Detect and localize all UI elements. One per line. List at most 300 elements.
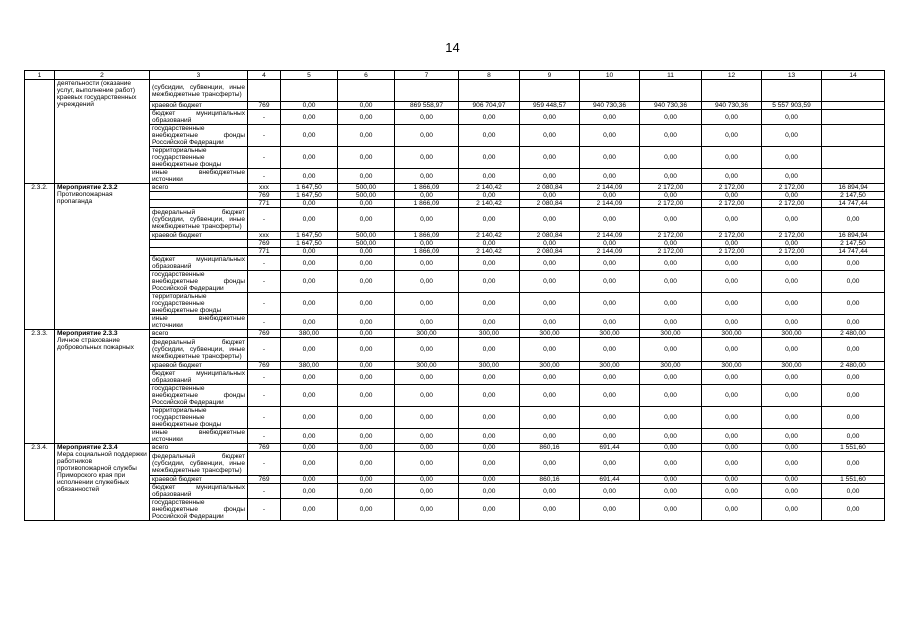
amount-cell: 2 080,84 xyxy=(520,184,580,192)
amount-cell: 0,00 xyxy=(640,476,702,484)
measure-number xyxy=(25,80,55,184)
amount-cell: 0,00 xyxy=(338,125,395,147)
amount-cell: 0,00 xyxy=(702,256,762,271)
amount-cell: 0,00 xyxy=(580,256,640,271)
amount-cell: 0,00 xyxy=(520,484,580,499)
amount-cell: 0,00 xyxy=(459,338,520,362)
amount-cell: 0,00 xyxy=(762,444,822,452)
amount-cell: 906 704,97 xyxy=(459,102,520,110)
amount-cell: 0,00 xyxy=(702,125,762,147)
amount-cell: 0,00 xyxy=(281,338,338,362)
amount-cell xyxy=(580,80,640,102)
amount-cell: 14 747,44 xyxy=(822,200,885,208)
amount-cell: 0,00 xyxy=(762,125,822,147)
amount-cell xyxy=(762,80,822,102)
amount-cell: 0,00 xyxy=(580,271,640,293)
amount-cell: 1 551,60 xyxy=(822,476,885,484)
amount-cell: 0,00 xyxy=(640,338,702,362)
budget-code: 769 xyxy=(248,362,281,370)
funding-source: территориальные государственные внебюджетные фонды xyxy=(150,147,248,169)
budget-code: - xyxy=(248,452,281,476)
amount-cell: 0,00 xyxy=(762,256,822,271)
measure-name xyxy=(55,80,150,184)
amount-cell: 0,00 xyxy=(281,476,338,484)
amount-cell: 0,00 xyxy=(762,192,822,200)
funding-source: бюджет муниципальных образований xyxy=(150,110,248,125)
funding-source: иные внебюджетные источники xyxy=(150,429,248,444)
amount-cell: 0,00 xyxy=(762,370,822,385)
amount-cell: 0,00 xyxy=(520,192,580,200)
amount-cell: 0,00 xyxy=(520,429,580,444)
amount-cell: 0,00 xyxy=(338,385,395,407)
amount-cell: 2 140,42 xyxy=(459,232,520,240)
amount-cell: 1 866,09 xyxy=(395,200,459,208)
amount-cell: 0,00 xyxy=(459,452,520,476)
table-row xyxy=(25,208,885,232)
amount-cell: 0,00 xyxy=(338,330,395,338)
amount-cell: 0,00 xyxy=(702,476,762,484)
amount-cell: 0,00 xyxy=(762,110,822,125)
budget-code: - xyxy=(248,271,281,293)
amount-cell: 1 647,50 xyxy=(281,232,338,240)
amount-cell: 0,00 xyxy=(281,147,338,169)
funding-source: государственные внебюджетные фонды Российской Федерации xyxy=(150,271,248,293)
budget-code: 771 xyxy=(248,200,281,208)
amount-cell: 0,00 xyxy=(762,385,822,407)
amount-cell: 2 172,00 xyxy=(702,200,762,208)
amount-cell: 0,00 xyxy=(459,192,520,200)
amount-cell: 2 172,00 xyxy=(702,232,762,240)
amount-cell: 2 172,00 xyxy=(702,248,762,256)
table-row xyxy=(25,315,885,330)
amount-cell: 0,00 xyxy=(822,315,885,330)
amount-cell xyxy=(640,80,702,102)
amount-cell: 0,00 xyxy=(702,169,762,184)
funding-source: территориальные государственные внебюджетные фонды xyxy=(150,407,248,429)
amount-cell: 0,00 xyxy=(395,240,459,248)
funding-source: бюджет муниципальных образований xyxy=(150,370,248,385)
budget-code: 769 xyxy=(248,330,281,338)
amount-cell: 1 866,09 xyxy=(395,184,459,192)
amount-cell: 0,00 xyxy=(640,293,702,315)
amount-cell: 0,00 xyxy=(395,484,459,499)
measure-description: Противопожарная пропаганда xyxy=(57,191,113,205)
amount-cell: 0,00 xyxy=(580,315,640,330)
amount-cell: 0,00 xyxy=(640,407,702,429)
funding-source: государственные внебюджетные фонды Российской Федерации xyxy=(150,499,248,521)
amount-cell: 16 894,94 xyxy=(822,232,885,240)
amount-cell: 0,00 xyxy=(640,240,702,248)
amount-cell: 0,00 xyxy=(520,338,580,362)
measure-title: Мероприятие 2.3.4 xyxy=(57,444,118,451)
amount-cell: 0,00 xyxy=(822,338,885,362)
amount-cell: 0,00 xyxy=(459,407,520,429)
column-header: 11 xyxy=(640,71,702,80)
amount-cell: 0,00 xyxy=(395,293,459,315)
amount-cell xyxy=(338,80,395,102)
amount-cell: 0,00 xyxy=(822,271,885,293)
amount-cell: 0,00 xyxy=(702,110,762,125)
amount-cell: 0,00 xyxy=(702,444,762,452)
amount-cell: 0,00 xyxy=(580,192,640,200)
funding-source: федеральный бюджет (субсидии, субвенции, иные межбюджетные трансферты) xyxy=(150,208,248,232)
amount-cell: 0,00 xyxy=(281,315,338,330)
amount-cell: 0,00 xyxy=(640,110,702,125)
amount-cell: 0,00 xyxy=(580,169,640,184)
budget-code: xxx xyxy=(248,232,281,240)
amount-cell: 0,00 xyxy=(640,125,702,147)
measure-description: Мера социальной поддержки работников противопожарной службы Приморского края при исполнении служебных обязанностей xyxy=(57,451,147,493)
table-row xyxy=(25,256,885,271)
amount-cell: 500,00 xyxy=(338,192,395,200)
funding-source: государственные внебюджетные фонды Российской Федерации xyxy=(150,385,248,407)
amount-cell: 0,00 xyxy=(640,271,702,293)
table-row xyxy=(25,125,885,147)
budget-code: - xyxy=(248,147,281,169)
funding-source xyxy=(150,240,248,248)
amount-cell: 0,00 xyxy=(762,338,822,362)
amount-cell: 0,00 xyxy=(762,407,822,429)
amount-cell: 5 557 903,59 xyxy=(762,102,822,110)
amount-cell: 0,00 xyxy=(520,240,580,248)
amount-cell: 0,00 xyxy=(459,484,520,499)
amount-cell: 0,00 xyxy=(281,499,338,521)
column-header: 7 xyxy=(395,71,459,80)
amount-cell: 940 730,36 xyxy=(702,102,762,110)
amount-cell: 0,00 xyxy=(281,407,338,429)
funding-source: федеральный бюджет (субсидии, субвенции, иные межбюджетные трансферты) xyxy=(150,452,248,476)
measure-description: Личное страхование добровольных пожарных xyxy=(57,337,134,351)
measure-name xyxy=(55,330,150,444)
amount-cell xyxy=(395,80,459,102)
amount-cell: 0,00 xyxy=(520,293,580,315)
amount-cell: 0,00 xyxy=(395,385,459,407)
amount-cell: 0,00 xyxy=(702,192,762,200)
table-row xyxy=(25,484,885,499)
budget-code: - xyxy=(248,208,281,232)
amount-cell: 0,00 xyxy=(281,429,338,444)
amount-cell xyxy=(281,80,338,102)
amount-cell: 0,00 xyxy=(702,315,762,330)
amount-cell: 0,00 xyxy=(281,256,338,271)
amount-cell xyxy=(702,80,762,102)
table-row xyxy=(25,271,885,293)
amount-cell: 0,00 xyxy=(338,499,395,521)
amount-cell: 0,00 xyxy=(520,147,580,169)
amount-cell xyxy=(822,125,885,147)
amount-cell: 0,00 xyxy=(459,315,520,330)
table-row xyxy=(25,499,885,521)
amount-cell: 0,00 xyxy=(395,147,459,169)
amount-cell: 2 144,09 xyxy=(580,200,640,208)
amount-cell: 0,00 xyxy=(338,315,395,330)
funding-source: краевой бюджет xyxy=(150,102,248,110)
amount-cell: 0,00 xyxy=(338,200,395,208)
amount-cell: 0,00 xyxy=(395,271,459,293)
funding-source: территориальные государственные внебюджетные фонды xyxy=(150,293,248,315)
amount-cell: 300,00 xyxy=(395,330,459,338)
amount-cell: 0,00 xyxy=(640,385,702,407)
amount-cell: 0,00 xyxy=(580,370,640,385)
column-header: 9 xyxy=(520,71,580,80)
amount-cell: 0,00 xyxy=(281,452,338,476)
amount-cell: 0,00 xyxy=(395,169,459,184)
amount-cell: 0,00 xyxy=(822,407,885,429)
column-header: 1 xyxy=(25,71,55,80)
amount-cell: 300,00 xyxy=(580,362,640,370)
amount-cell: 2 147,50 xyxy=(822,192,885,200)
amount-cell: 0,00 xyxy=(762,484,822,499)
amount-cell: 2 080,84 xyxy=(520,200,580,208)
amount-cell: 0,00 xyxy=(338,444,395,452)
amount-cell: 0,00 xyxy=(702,407,762,429)
amount-cell: 300,00 xyxy=(640,330,702,338)
measure-number: 2.3.2. xyxy=(25,184,55,330)
amount-cell: 0,00 xyxy=(281,200,338,208)
table-row xyxy=(25,338,885,362)
amount-cell: 0,00 xyxy=(338,271,395,293)
column-header: 13 xyxy=(762,71,822,80)
amount-cell: 0,00 xyxy=(281,271,338,293)
amount-cell: 0,00 xyxy=(762,293,822,315)
amount-cell: 860,16 xyxy=(520,476,580,484)
amount-cell: 0,00 xyxy=(338,147,395,169)
amount-cell: 2 172,00 xyxy=(640,200,702,208)
measure-number: 2.3.3. xyxy=(25,330,55,444)
amount-cell: 0,00 xyxy=(395,429,459,444)
budget-table xyxy=(24,70,885,521)
amount-cell: 0,00 xyxy=(338,248,395,256)
amount-cell: 0,00 xyxy=(640,429,702,444)
amount-cell: 0,00 xyxy=(580,338,640,362)
table-row xyxy=(25,240,885,248)
amount-cell: 0,00 xyxy=(822,293,885,315)
budget-code: 769 xyxy=(248,240,281,248)
amount-cell: 0,00 xyxy=(395,444,459,452)
amount-cell: 0,00 xyxy=(338,484,395,499)
amount-cell: 0,00 xyxy=(640,484,702,499)
amount-cell: 0,00 xyxy=(702,208,762,232)
amount-cell: 0,00 xyxy=(281,102,338,110)
amount-cell: 0,00 xyxy=(459,271,520,293)
amount-cell: 300,00 xyxy=(702,330,762,338)
budget-code: - xyxy=(248,169,281,184)
amount-cell: 2 172,00 xyxy=(762,248,822,256)
amount-cell: 0,00 xyxy=(640,452,702,476)
table-row xyxy=(25,184,885,192)
amount-cell: 0,00 xyxy=(702,484,762,499)
amount-cell: 0,00 xyxy=(640,208,702,232)
amount-cell: 2 480,00 xyxy=(822,330,885,338)
table-body xyxy=(25,71,885,521)
column-header: 14 xyxy=(822,71,885,80)
amount-cell: 0,00 xyxy=(580,484,640,499)
amount-cell: 0,00 xyxy=(395,338,459,362)
amount-cell: 0,00 xyxy=(520,208,580,232)
amount-cell: 2 172,00 xyxy=(762,232,822,240)
amount-cell: 300,00 xyxy=(762,330,822,338)
amount-cell: 0,00 xyxy=(702,240,762,248)
budget-code: 769 xyxy=(248,476,281,484)
amount-cell: 0,00 xyxy=(459,256,520,271)
budget-code: - xyxy=(248,429,281,444)
amount-cell: 0,00 xyxy=(459,429,520,444)
budget-code: - xyxy=(248,110,281,125)
budget-code: - xyxy=(248,315,281,330)
budget-code: - xyxy=(248,293,281,315)
measure-name xyxy=(55,444,150,521)
amount-cell: 380,00 xyxy=(281,362,338,370)
funding-source: всего xyxy=(150,184,248,192)
amount-cell xyxy=(822,169,885,184)
amount-cell: 0,00 xyxy=(580,240,640,248)
amount-cell: 2 172,00 xyxy=(640,248,702,256)
budget-code: - xyxy=(248,499,281,521)
funding-source: бюджет муниципальных образований xyxy=(150,484,248,499)
amount-cell: 0,00 xyxy=(762,429,822,444)
amount-cell: 0,00 xyxy=(338,476,395,484)
amount-cell: 0,00 xyxy=(762,452,822,476)
amount-cell: 0,00 xyxy=(520,110,580,125)
amount-cell: 940 730,36 xyxy=(580,102,640,110)
amount-cell: 2 172,00 xyxy=(702,184,762,192)
amount-cell: 0,00 xyxy=(395,407,459,429)
amount-cell: 0,00 xyxy=(702,338,762,362)
amount-cell: 0,00 xyxy=(459,208,520,232)
amount-cell: 0,00 xyxy=(762,169,822,184)
amount-cell: 0,00 xyxy=(338,110,395,125)
table-row xyxy=(25,476,885,484)
funding-source: иные внебюджетные источники xyxy=(150,315,248,330)
amount-cell: 0,00 xyxy=(281,208,338,232)
table-row xyxy=(25,192,885,200)
amount-cell: 0,00 xyxy=(822,484,885,499)
funding-source xyxy=(150,248,248,256)
amount-cell: 0,00 xyxy=(702,271,762,293)
page-number: 14 xyxy=(445,40,460,55)
amount-cell: 0,00 xyxy=(762,476,822,484)
budget-code: 771 xyxy=(248,248,281,256)
amount-cell: 0,00 xyxy=(459,499,520,521)
amount-cell: 0,00 xyxy=(395,476,459,484)
amount-cell: 1 866,09 xyxy=(395,248,459,256)
table-row xyxy=(25,452,885,476)
amount-cell: 2 080,84 xyxy=(520,248,580,256)
amount-cell: 0,00 xyxy=(762,147,822,169)
amount-cell: 0,00 xyxy=(762,240,822,248)
amount-cell: 0,00 xyxy=(281,125,338,147)
amount-cell: 0,00 xyxy=(702,293,762,315)
amount-cell: 0,00 xyxy=(762,315,822,330)
amount-cell: 0,00 xyxy=(395,499,459,521)
amount-cell: 0,00 xyxy=(640,169,702,184)
amount-cell: 0,00 xyxy=(281,293,338,315)
amount-cell: 0,00 xyxy=(580,125,640,147)
amount-cell: 300,00 xyxy=(520,362,580,370)
column-header: 2 xyxy=(55,71,150,80)
amount-cell: 0,00 xyxy=(338,293,395,315)
amount-cell xyxy=(822,110,885,125)
amount-cell: 0,00 xyxy=(702,499,762,521)
amount-cell: 0,00 xyxy=(580,499,640,521)
amount-cell: 2 172,00 xyxy=(640,232,702,240)
amount-cell: 0,00 xyxy=(338,256,395,271)
amount-cell: 0,00 xyxy=(520,452,580,476)
table-row xyxy=(25,102,885,110)
amount-cell: 500,00 xyxy=(338,184,395,192)
amount-cell: 0,00 xyxy=(395,370,459,385)
budget-code: 769 xyxy=(248,192,281,200)
amount-cell: 0,00 xyxy=(281,370,338,385)
funding-source: краевой бюджет xyxy=(150,232,248,240)
funding-source: краевой бюджет xyxy=(150,476,248,484)
amount-cell: 0,00 xyxy=(459,476,520,484)
amount-cell: 0,00 xyxy=(822,370,885,385)
column-header-row xyxy=(25,71,885,80)
amount-cell: 300,00 xyxy=(580,330,640,338)
amount-cell: 2 140,42 xyxy=(459,248,520,256)
table-row xyxy=(25,200,885,208)
budget-code: - xyxy=(248,370,281,385)
budget-code: 769 xyxy=(248,444,281,452)
amount-cell: 0,00 xyxy=(702,147,762,169)
measure-name xyxy=(55,184,150,330)
amount-cell: 2 140,42 xyxy=(459,200,520,208)
amount-cell: 0,00 xyxy=(281,385,338,407)
measure-description: деятельности (оказание услуг, выполнение работ) краевых государственных учреждений xyxy=(57,80,137,108)
funding-source: иные внебюджетные источники xyxy=(150,169,248,184)
table-row xyxy=(25,80,885,102)
column-header: 12 xyxy=(702,71,762,80)
table-row xyxy=(25,293,885,315)
amount-cell: 0,00 xyxy=(395,256,459,271)
amount-cell: 0,00 xyxy=(395,452,459,476)
column-header: 3 xyxy=(150,71,248,80)
funding-source xyxy=(150,200,248,208)
table-row xyxy=(25,370,885,385)
measure-title: Мероприятие 2.3.3 xyxy=(57,330,118,337)
amount-cell: 300,00 xyxy=(459,362,520,370)
amount-cell: 0,00 xyxy=(580,407,640,429)
amount-cell: 0,00 xyxy=(640,499,702,521)
amount-cell: 1 647,50 xyxy=(281,192,338,200)
amount-cell: 1 866,09 xyxy=(395,232,459,240)
table-row xyxy=(25,169,885,184)
amount-cell: 0,00 xyxy=(338,429,395,444)
amount-cell: 300,00 xyxy=(395,362,459,370)
amount-cell: 0,00 xyxy=(640,370,702,385)
amount-cell: 0,00 xyxy=(520,169,580,184)
table-row xyxy=(25,429,885,444)
amount-cell: 500,00 xyxy=(338,232,395,240)
budget-code: - xyxy=(248,256,281,271)
amount-cell: 300,00 xyxy=(640,362,702,370)
column-header: 5 xyxy=(281,71,338,80)
amount-cell: 0,00 xyxy=(822,208,885,232)
amount-cell xyxy=(822,102,885,110)
amount-cell: 1 647,50 xyxy=(281,184,338,192)
amount-cell xyxy=(822,147,885,169)
amount-cell: 0,00 xyxy=(640,147,702,169)
amount-cell: 0,00 xyxy=(762,208,822,232)
amount-cell: 0,00 xyxy=(520,256,580,271)
amount-cell: 0,00 xyxy=(520,499,580,521)
amount-cell: 0,00 xyxy=(640,192,702,200)
amount-cell: 691,44 xyxy=(580,476,640,484)
amount-cell: 0,00 xyxy=(459,147,520,169)
table-row xyxy=(25,330,885,338)
amount-cell: 0,00 xyxy=(520,315,580,330)
